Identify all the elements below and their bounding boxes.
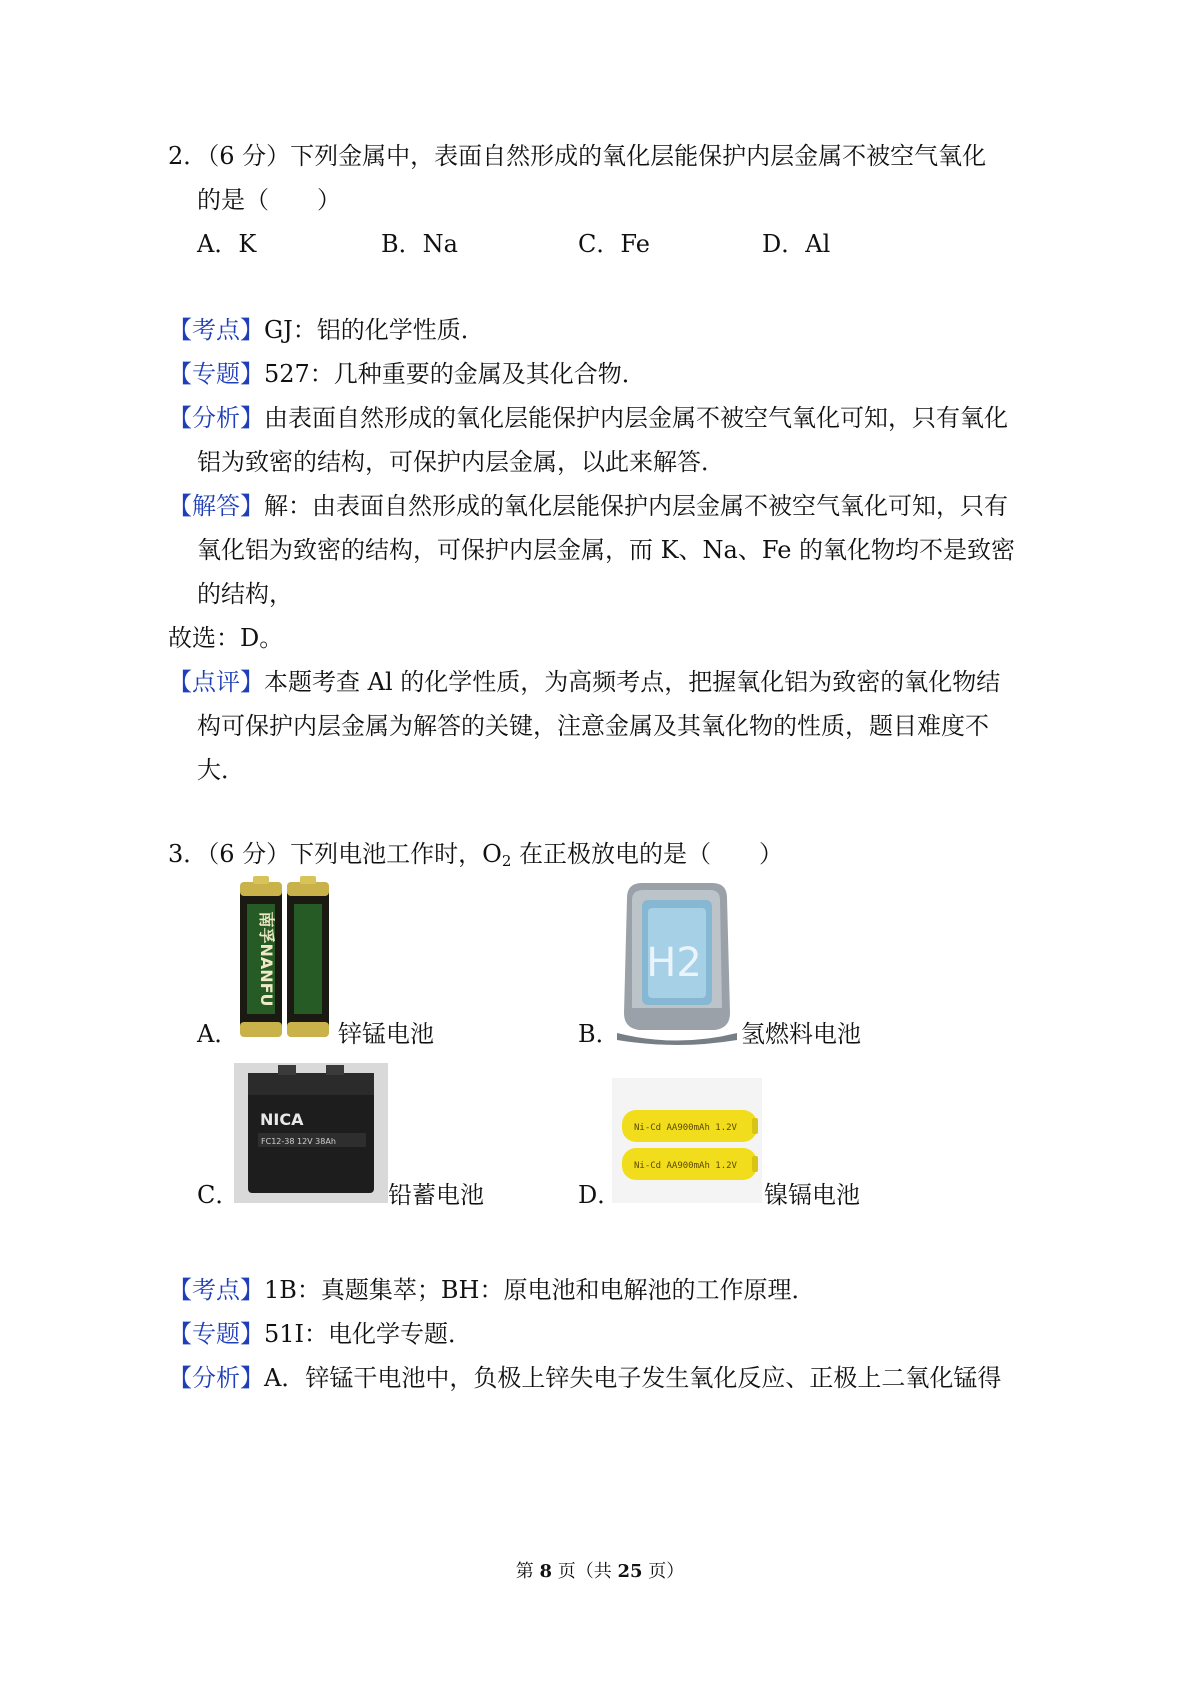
battery-a-brand-text: 南孚NANFU <box>257 911 276 1007</box>
q3-zhuanti-tag: 【专题】 <box>168 1320 264 1348</box>
q3-stem-after: 在正极放电的是（ ） <box>511 840 784 868</box>
battery-d-label-1: Ni-Cd AA900mAh 1.2V <box>634 1123 737 1133</box>
page-footer <box>0 1560 1200 1584</box>
fenxi-text-line1: 由表面自然形成的氧化层能保护内层金属不被空气氧化可知，只有氧化 <box>264 404 1008 432</box>
hydrogen-fuel-cell-image <box>612 878 742 1046</box>
battery-d-label-2: Ni-Cd AA900mAh 1.2V <box>634 1161 737 1171</box>
answer-choice: 故选：D。 <box>168 624 284 652</box>
zinc-manganese-battery-image <box>235 874 335 1044</box>
jieda-tag: 【解答】 <box>168 492 264 520</box>
battery-c-brand-text: NICA <box>260 1110 304 1129</box>
q3-stem-before: 3．（6 分）下列电池工作时，O <box>168 840 502 868</box>
q2-option-b: B．Na <box>381 230 458 258</box>
q3-option-b-letter: B． <box>578 1020 620 1048</box>
jieda-text-line2: 氧化铝为致密的结构，可保护内层金属，而 K、Na、Fe 的氧化物均不是致密 <box>197 536 1016 564</box>
battery-b-h2-text: H2 <box>646 940 702 986</box>
q2-jieda <box>168 491 1008 521</box>
fenxi-text-line2: 铝为致密的结构，可保护内层金属，以此来解答． <box>197 448 725 476</box>
q2-fenxi <box>168 403 1008 433</box>
footer-suffix: 页） <box>642 1561 685 1582</box>
q3-zhuanti <box>168 1319 472 1349</box>
kaodian-text: GJ：铝的化学性质． <box>264 316 485 344</box>
q2-option-d: D．Al <box>762 230 831 258</box>
q3-option-d-label: 镍镉电池 <box>764 1181 860 1209</box>
jieda-text-line1: 解：由表面自然形成的氧化层能保护内层金属不被空气氧化可知，只有 <box>264 492 1008 520</box>
q3-fenxi <box>168 1363 1001 1393</box>
q3-option-a-letter: A． <box>197 1020 239 1048</box>
q3-stem-subscript: 2 <box>501 852 512 870</box>
dianping-text-line1: 本题考查 Al 的化学性质，为高频考点，把握氧化铝为致密的氧化物结 <box>264 668 1001 696</box>
q2-option-c: C．Fe <box>578 230 650 258</box>
lead-acid-battery-image <box>234 1063 388 1203</box>
jieda-text-line3: 的结构， <box>197 580 293 608</box>
footer-prefix: 第 <box>515 1561 540 1582</box>
q3-option-d-letter: D． <box>578 1181 622 1209</box>
footer-total-pages: 25 <box>617 1561 643 1582</box>
battery-c-model-text: FC12-38 12V 38Ah <box>261 1137 336 1146</box>
dianping-tag: 【点评】 <box>168 668 264 696</box>
zhuanti-text: 527：几种重要的金属及其化合物． <box>264 360 646 388</box>
footer-middle: 页（共 <box>552 1561 618 1582</box>
q2-option-a: A．K <box>197 230 257 258</box>
q2-kaodian <box>168 315 485 345</box>
nickel-cadmium-battery-image <box>612 1078 762 1203</box>
q2-zhuanti <box>168 359 646 389</box>
q2-stem-line2: 的是（ ） <box>197 186 341 214</box>
q3-stem <box>168 839 783 876</box>
q3-option-a-label: 锌锰电池 <box>338 1020 434 1048</box>
q3-kaodian <box>168 1275 815 1305</box>
q3-option-c-label: 铅蓄电池 <box>388 1181 484 1209</box>
zhuanti-tag: 【专题】 <box>168 360 264 388</box>
q3-option-c-letter: C． <box>197 1181 240 1209</box>
fenxi-tag: 【分析】 <box>168 404 264 432</box>
dianping-text-line2: 构可保护内层金属为解答的关键，注意金属及其氧化物的性质，题目难度不 <box>197 712 989 740</box>
q3-kaodian-tag: 【考点】 <box>168 1276 264 1304</box>
q3-zhuanti-text: 51I：电化学专题． <box>264 1320 473 1348</box>
q3-fenxi-tag: 【分析】 <box>168 1364 264 1392</box>
kaodian-tag: 【考点】 <box>168 316 264 344</box>
q2-stem-line1: 2．（6 分）下列金属中，表面自然形成的氧化层能保护内层金属不被空气氧化 <box>168 142 987 170</box>
q3-option-b-label: 氢燃料电池 <box>741 1020 861 1048</box>
footer-page-number: 8 <box>539 1561 552 1582</box>
q3-fenxi-text: A．锌锰干电池中，负极上锌失电子发生氧化反应、正极上二氧化锰得 <box>264 1364 1002 1392</box>
dianping-text-line3: 大． <box>197 756 245 784</box>
q3-kaodian-text: 1B：真题集萃；BH：原电池和电解池的工作原理． <box>264 1276 816 1304</box>
q2-dianping <box>168 667 1000 697</box>
